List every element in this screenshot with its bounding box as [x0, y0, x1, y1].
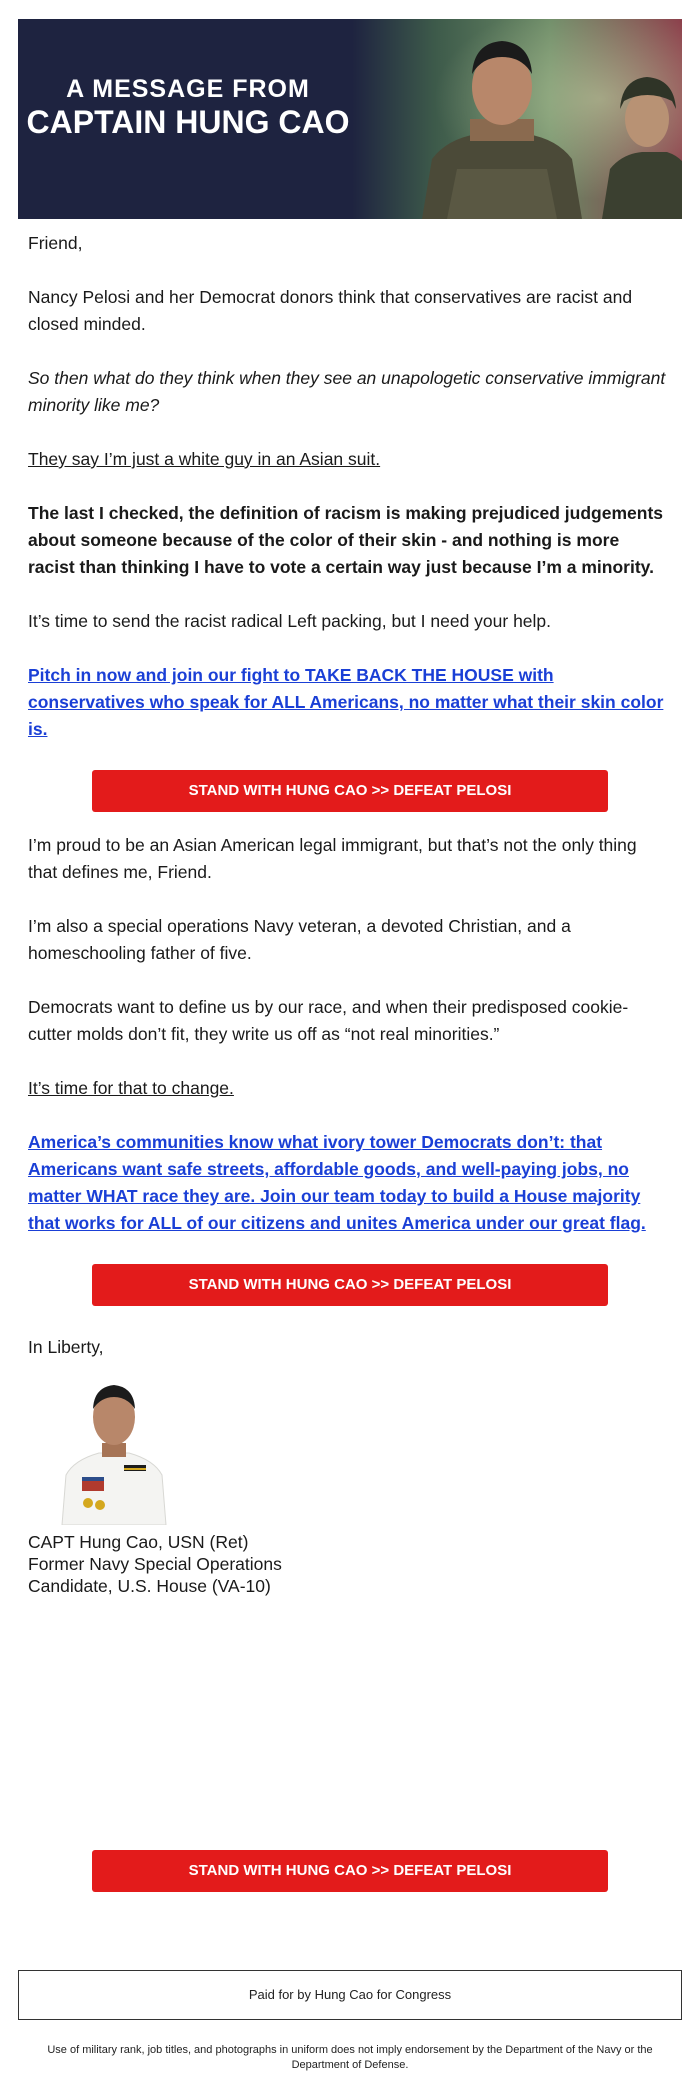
greeting: Friend, [28, 233, 83, 253]
paragraph-2: So then what do they think when they see an unapologetic conservative immigrant minority like me? [28, 368, 666, 415]
paragraph-6: I’m proud to be an Asian American legal immigrant, but that’s not the only thing that defines me, Friend. [28, 835, 637, 882]
banner-line-1: A MESSAGE FROM [66, 75, 310, 103]
signature-photo [54, 1365, 174, 1525]
email-body [28, 230, 668, 1597]
paragraph-9: It’s time for that to change. [28, 1078, 234, 1098]
banner-photo [352, 19, 682, 219]
paragraph-1: Nancy Pelosi and her Democrat donors think that conservatives are racist and closed minded. [28, 287, 633, 334]
disclaimer: Use of military rank, job titles, and photographs in uniform does not imply endorsement by the Department of the Navy or the Department of Defense. [47, 2044, 653, 2071]
cta-button-1[interactable]: STAND WITH HUNG CAO >> DEFEAT PELOSI [92, 770, 608, 812]
donate-link-1[interactable]: Pitch in now and join our fight to TAKE BACK THE HOUSE with conservatives who speak for ALL Americans, no matter what their skin color is. [28, 665, 664, 739]
banner-line-2: CAPTAIN HUNG CAO [26, 103, 350, 140]
paragraph-3: They say I’m just a white guy in an Asian suit. [28, 449, 381, 469]
paragraph-5: It’s time to send the racist radical Left packing, but I need your help. [28, 611, 552, 631]
donate-link-2[interactable]: America’s communities know what ivory tower Democrats don’t: that Americans want safe streets, affordable goods, and well-paying jobs, no matter WHAT race they are. Join our team today to build a House majority that works for ALL of our citizens and unites America under our great flag. [28, 1132, 646, 1233]
paragraph-7: I’m also a special operations Navy veteran, a devoted Christian, and a homeschooling father of five. [28, 916, 571, 963]
paragraph-8: Democrats want to define us by our race, and when their predisposed cookie-cutter molds don’t fit, they write us off as “not real minorities.” [28, 997, 629, 1044]
signature-block [28, 1531, 668, 1597]
paid-for-box: Paid for by Hung Cao for Congress [18, 1970, 682, 2020]
paragraph-4: The last I checked, the definition of racism is making prejudiced judgements about someone because of the color of their skin - and nothing is more racist than thinking I have to vote a certain way just because I’m a minority. [28, 503, 664, 577]
cta-button-2[interactable]: STAND WITH HUNG CAO >> DEFEAT PELOSI [92, 1264, 608, 1306]
banner-title [18, 75, 358, 141]
signature-title-1: Former Navy Special Operations [28, 1554, 282, 1574]
closing: In Liberty, [28, 1337, 104, 1357]
signature-name: CAPT Hung Cao, USN (Ret) [28, 1532, 249, 1552]
header-banner [18, 19, 682, 219]
cta-button-3[interactable]: STAND WITH HUNG CAO >> DEFEAT PELOSI [92, 1850, 608, 1892]
signature-title-2: Candidate, U.S. House (VA-10) [28, 1576, 271, 1596]
